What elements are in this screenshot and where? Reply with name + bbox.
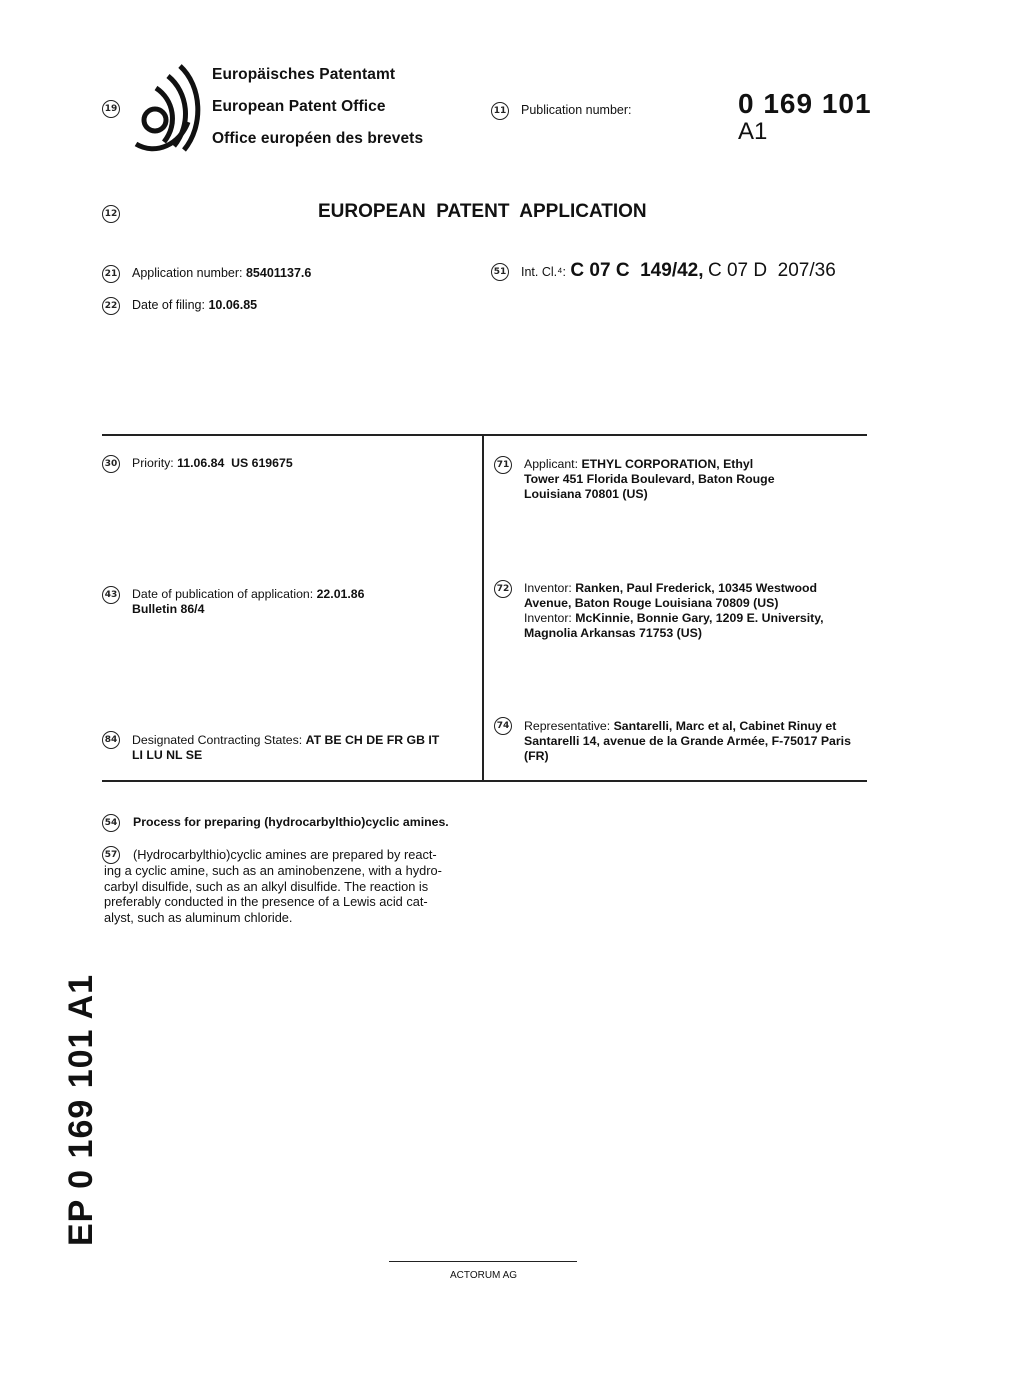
representative-field: [524, 719, 869, 764]
inventor-1-address: Avenue, Baton Rouge Louisiana 70809 (US): [524, 596, 779, 610]
code-19: 19: [102, 100, 120, 118]
designated-states-label: Designated Contracting States:: [132, 733, 303, 747]
inventor-label-2: Inventor:: [524, 611, 572, 625]
publication-date-label: Date of publication of application:: [132, 587, 314, 601]
designated-states-line2: LI LU NL SE: [132, 748, 203, 762]
code-72: 72: [494, 580, 512, 598]
representative-name: Santarelli, Marc et al, Cabinet Rinuy et: [613, 719, 837, 733]
representative-address-line2: (FR): [524, 749, 549, 763]
code-57: 57: [102, 846, 120, 864]
abstract-line-2: ing a cyclic amine, such as an aminobenzene, with a hydro-: [104, 863, 442, 878]
inventor-1-name: Ranken, Paul Frederick, 10345 Westwood: [575, 581, 817, 595]
code-21: 21: [102, 265, 120, 283]
abstract-line-4: preferably conducted in the presence of a Lewis acid cat-: [104, 894, 428, 909]
box-center-rule: [482, 434, 484, 781]
code-51: 51: [491, 263, 509, 281]
code-84: 84: [102, 731, 120, 749]
applicant-field: [524, 457, 864, 502]
office-name-de: Europäisches Patentamt: [212, 66, 396, 83]
abstract-first-line: (Hydrocarbylthio)cyclic amines are prepared by react-: [133, 847, 437, 862]
footer-rule: [389, 1261, 577, 1262]
code-11: 11: [491, 102, 509, 120]
footer-printer: ACTORUM AG: [450, 1270, 518, 1281]
application-number-value: 85401137.6: [245, 266, 312, 280]
representative-label: Representative:: [524, 719, 611, 733]
applicant-address-line2: Louisiana 70801 (US): [524, 487, 648, 501]
applicant-label: Applicant:: [524, 457, 579, 471]
abstract-line-3: carbyl disulfide, such as an alkyl disulfide. The reaction is: [104, 878, 429, 894]
abstract-line-5: alyst, such as aluminum chloride.: [104, 909, 293, 925]
int-cl-main: C 07 C 149/42,: [570, 260, 704, 281]
publication-date-field: [132, 587, 472, 617]
priority-label: Priority:: [132, 456, 174, 470]
code-30: 30: [102, 455, 120, 473]
designated-states-field: [132, 733, 477, 763]
code-43: 43: [102, 586, 120, 604]
int-cl-secondary: C 07 D 207/36: [707, 260, 836, 281]
publication-date-value: 22.01.86: [316, 587, 365, 601]
side-publication-number: EP 0 169 101 A1: [62, 973, 100, 1246]
abstract-body: [104, 863, 470, 925]
box-bottom-rule: [102, 780, 867, 782]
code-12: 12: [102, 205, 120, 223]
designated-states-value: AT BE CH DE FR GB IT: [305, 733, 440, 747]
office-name-fr: Office européen des brevets: [212, 130, 424, 147]
inventor-2-name: McKinnie, Bonnie Gary, 1209 E. University,: [575, 611, 824, 625]
inventors-field: [524, 581, 864, 641]
applicant-name: ETHYL CORPORATION, Ethyl: [581, 457, 754, 471]
priority-value: 11.06.84 US 619675: [177, 456, 293, 470]
code-71: 71: [494, 456, 512, 474]
priority-field: [132, 456, 293, 471]
publication-number-label: Publication number:: [521, 103, 632, 117]
int-cl-field: [521, 260, 836, 282]
invention-title: Process for preparing (hydrocarbylthio)cyclic amines.: [133, 815, 449, 829]
publication-number: 0 169 101: [738, 88, 872, 119]
representative-address-line1: Santarelli 14, avenue de la Grande Armée, F-75017 Paris: [524, 734, 851, 748]
filing-date-value: 10.06.85: [208, 298, 258, 312]
inventor-label-1: Inventor:: [524, 581, 572, 595]
kind-code: A1: [738, 118, 768, 145]
code-54: 54: [102, 814, 120, 832]
epo-logo: [128, 62, 204, 154]
int-cl-label: Int. Cl.⁴:: [521, 265, 566, 279]
inventor-2-address: Magnolia Arkansas 71753 (US): [524, 626, 702, 640]
bulletin-number: Bulletin 86/4: [132, 602, 205, 616]
code-74: 74: [494, 717, 512, 735]
code-22: 22: [102, 297, 120, 315]
filing-date-label: Date of filing:: [132, 298, 205, 312]
application-number-field: [132, 266, 311, 280]
applicant-address-line1: Tower 451 Florida Boulevard, Baton Rouge: [524, 472, 775, 486]
filing-date-field: [132, 298, 257, 312]
office-name-en: European Patent Office: [212, 98, 386, 115]
application-number-label: Application number:: [132, 266, 243, 280]
document-type-title: EUROPEAN PATENT APPLICATION: [318, 201, 647, 222]
box-top-rule: [102, 434, 867, 436]
